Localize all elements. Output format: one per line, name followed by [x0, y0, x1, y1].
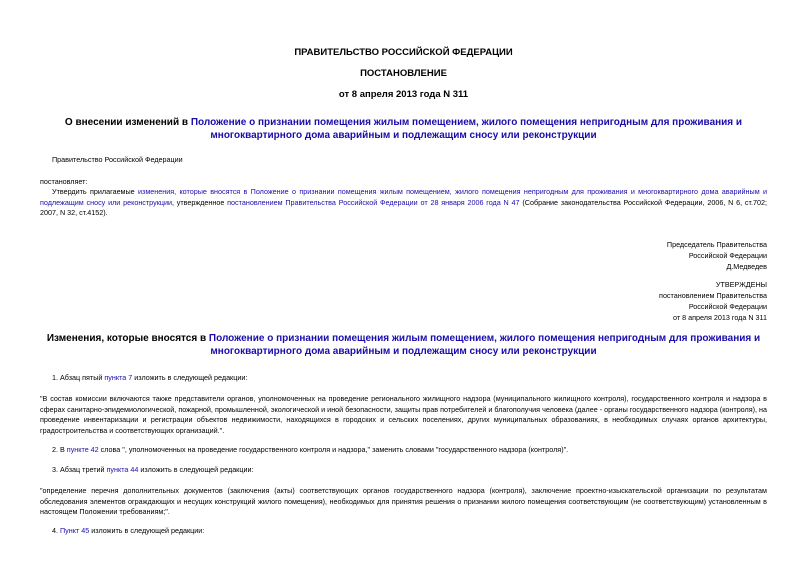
title-decree-link[interactable]: Положение о признании помещения жилым помещением, жилого помещения непригодным для проживания и многоквартирного дома аварийным и подлежащим сносу или реконструкции — [190, 117, 743, 141]
approved-line-1: УТВЕРЖДЕНЫ — [715, 280, 767, 289]
decree-label: постановляет: — [40, 177, 88, 186]
header-date: от 8 апреля 2013 года N 311 — [338, 89, 469, 100]
approved-line-3: Российской Федерации — [688, 302, 767, 311]
header-doctype: ПОСТАНОВЛЕНИЕ — [360, 68, 447, 79]
item-2-text-a: 2. В — [52, 445, 67, 454]
title-changes-prefix: Изменения, которые вносятся в — [46, 333, 209, 344]
item-3-link[interactable]: пункта 44 — [106, 465, 139, 474]
quote-1: "В состав комиссии включаются также представители органов, уполномоченных на проведение регионального жилищного надзора (муниципального жилищного контроля), государственного контроля и надзора в сферах санитарно-эпидемиологической, пожарной, промышленной, экологической и иной безопасности, защиты прав потребителей и благополучия человека (далее - органы государственного надзора (контроля), на проведение инвентаризации и регистрации объектов недвижимости, находящихся в городских и сельских поселениях, других муниципальных образованиях, в необходимых случаях органов архитектуры, градостроительства и соответствующих организаций.". — [40, 394, 767, 435]
item-3 — [52, 465, 752, 476]
signature-line-3: Д.Медведев — [726, 262, 767, 271]
decree-link-resolution[interactable]: постановлением Правительства Российской Федерации от 28 января 2006 года N 47 — [227, 197, 520, 207]
item-4 — [52, 526, 752, 537]
approved-line-4: от 8 апреля 2013 года N 311 — [673, 313, 767, 322]
item-3-text-b: изложить в следующей редакции: — [138, 465, 254, 474]
decree-text — [40, 187, 767, 219]
decree-link-changes[interactable]: изменения, которые вносятся в Положение о признании помещения жилым помещением, жилого помещения непригодным для проживания и многоквартирного дома аварийным и подлежащим сносу или реконструкции — [40, 187, 767, 207]
title-decree-prefix: О внесении изменений в — [64, 117, 191, 128]
item-1-text-b: изложить в следующей редакции: — [132, 373, 248, 382]
title-decree — [40, 116, 767, 142]
title-changes-link[interactable]: Положение о признании помещения жилым помещением, жилого помещения непригодным для проживания и многоквартирного дома аварийным и подлежащим сносу или реконструкции — [208, 333, 761, 357]
signature-block — [667, 239, 767, 272]
item-4-link[interactable]: Пункт 45 — [60, 526, 90, 535]
item-1 — [52, 373, 752, 384]
decree-text-1: Утвердить прилагаемые — [52, 187, 139, 196]
signature-line-1: Председатель Правительства — [666, 240, 767, 249]
item-4-text-b: изложить в следующей редакции: — [89, 526, 205, 535]
signature-line-2: Российской Федерации — [688, 251, 767, 260]
item-2-text-b: слова ", уполномоченных на проведение государственного контроля и надзора," заменить словами "государственного надзора (контроля)". — [98, 445, 569, 454]
item-2 — [52, 445, 767, 456]
item-3-text-a: 3. Абзац третий — [52, 465, 107, 474]
item-1-link[interactable]: пункта 7 — [104, 373, 133, 382]
header-org: ПРАВИТЕЛЬСТВО РОССИЙСКОЙ ФЕДЕРАЦИИ — [294, 47, 513, 58]
decree-text-2: , утвержденное — [171, 197, 228, 207]
decree-text-3: (Собрание законодательства Российской Федерации, 2006, N 6, ст.702; 2007, N 32, ст.4152). — [40, 197, 767, 217]
approved-line-2: постановлением Правительства — [659, 291, 767, 300]
gov-line: Правительство Российской Федерации — [52, 155, 183, 164]
item-2-link[interactable]: пункте 42 — [66, 445, 99, 454]
item-4-text-a: 4. — [52, 526, 60, 535]
approved-block — [659, 279, 767, 323]
item-1-text-a: 1. Абзац пятый — [52, 373, 105, 382]
quote-3: "определение перечня дополнительных документов (заключения (акты) соответствующих органов государственного надзора (контроля), заключение проектно-изыскательской организации по результатам обследования элементов ограждающих и несущих конструкций жилого помещения), необходимых для принятия решения о признании жилого помещения соответствующим (не соответствующим) установленным в настоящем Положении требованиям;". — [40, 486, 767, 516]
title-changes — [40, 332, 767, 358]
